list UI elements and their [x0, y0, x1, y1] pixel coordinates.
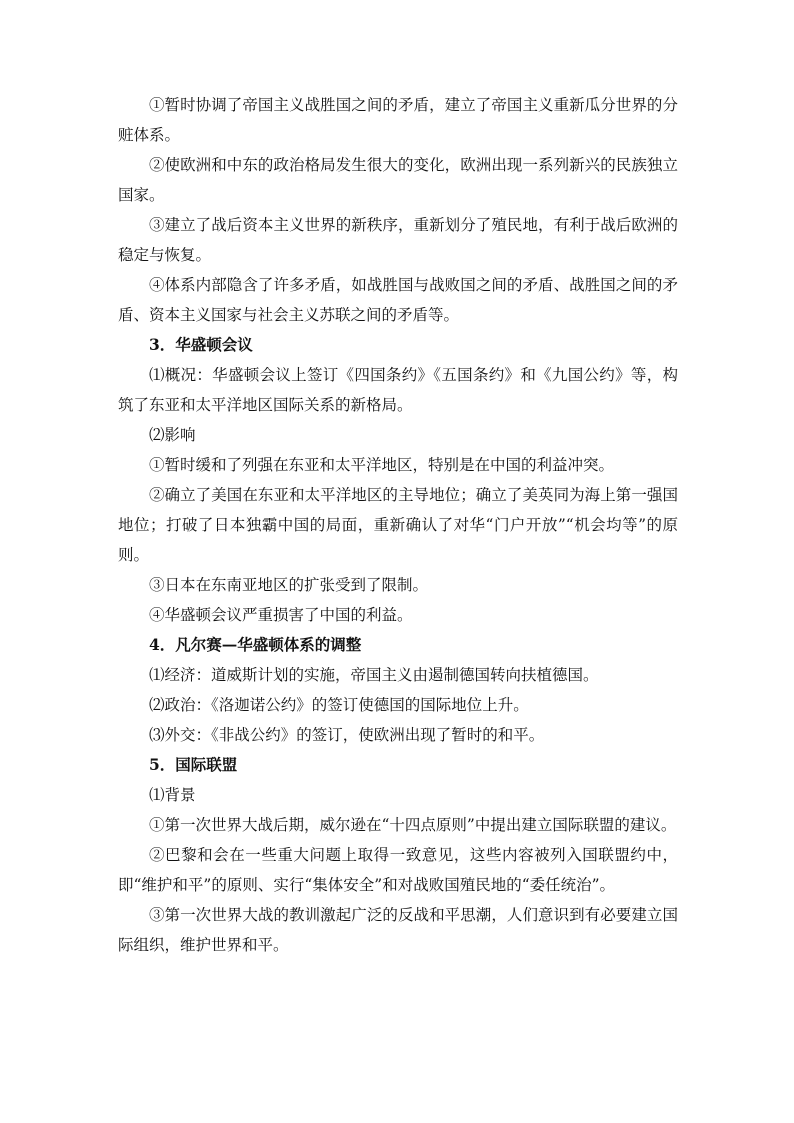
paragraph-16: ②巴黎和会在一些重大问题上取得一致意见，这些内容被列入国联盟约中，即“维护和平”的原则、实行“集体安全”和对战败国殖民地的“委任统治”。 — [118, 846, 678, 894]
section-heading-4: 4．凡尔赛—华盛顿体系的调整 — [149, 635, 362, 654]
paragraph-12: ⑵政治：《洛迦诺公约》的签订使德国的国际地位上升。 — [149, 696, 529, 714]
section-heading-5: 5．国际联盟 — [149, 755, 238, 774]
paragraph-4: ④体系内部隐含了许多矛盾，如战胜国与战败国之间的矛盾、战胜国之间的矛盾、资本主义国家与社会主义苏联之间的矛盾等。 — [118, 276, 678, 324]
paragraph-13: ⑶外交：《非战公约》的签订，使欧洲出现了暂时的和平。 — [149, 726, 545, 744]
section-heading-3: 3．华盛顿会议 — [149, 335, 253, 354]
paragraph-11: ⑴经济：道威斯计划的实施，帝国主义由遏制德国转向扶植德国。 — [149, 666, 599, 684]
paragraph-10: ④华盛顿会议严重损害了中国的利益。 — [149, 606, 413, 624]
paragraph-8: ②确立了美国在东亚和太平洋地区的主导地位；确立了美英同为海上第一强国地位；打破了日本独霸中国的局面，重新确认了对华“门户开放”“机会均等”的原则。 — [118, 486, 678, 564]
paragraph-2: ②使欧洲和中东的政治格局发生很大的变化，欧洲出现一系列新兴的民族独立国家。 — [118, 156, 678, 204]
paragraph-14: ⑴背景 — [149, 786, 196, 804]
paragraph-7: ①暂时缓和了列强在东亚和太平洋地区，特别是在中国的利益冲突。 — [149, 456, 615, 474]
paragraph-1: ①暂时协调了帝国主义战胜国之间的矛盾，建立了帝国主义重新瓜分世界的分赃体系。 — [118, 96, 678, 144]
paragraph-6: ⑵影响 — [149, 426, 196, 444]
paragraph-15: ①第一次世界大战后期，威尔逊在“十四点原则”中提出建立国际联盟的建议。 — [149, 816, 677, 834]
paragraph-17: ③第一次世界大战的教训激起广泛的反战和平思潮，人们意识到有必要建立国际组织，维护世界和平。 — [118, 906, 678, 954]
paragraph-5: ⑴概况：华盛顿会议上签订《四国条约》《五国条约》和《九国公约》等，构筑了东亚和太平洋地区国际关系的新格局。 — [118, 366, 678, 414]
document-page — [118, 90, 678, 960]
paragraph-9: ③日本在东南亚地区的扩张受到了限制。 — [149, 576, 429, 594]
paragraph-3: ③建立了战后资本主义世界的新秩序，重新划分了殖民地，有利于战后欧洲的稳定与恢复。 — [118, 216, 678, 264]
